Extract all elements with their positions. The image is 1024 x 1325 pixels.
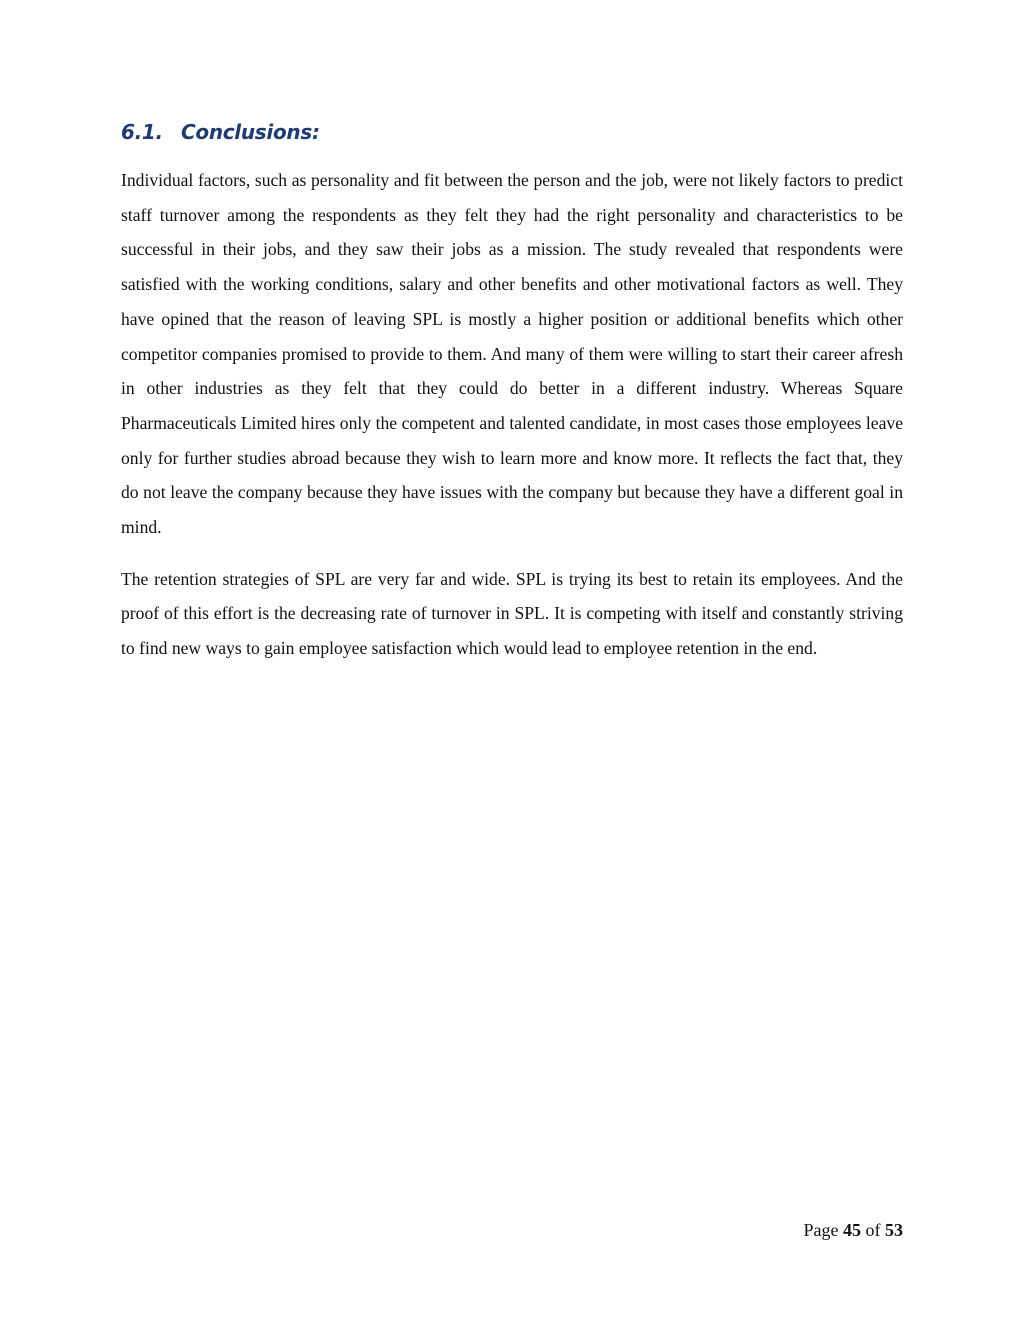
page-label: Page	[803, 1220, 839, 1240]
paragraph: The retention strategies of SPL are very far and wide. SPL is trying its best to retain its employees. And the proof of this effort is the decreasing rate of turnover in SPL. It is competing with itself and constantly striving to find new ways to gain employee satisfaction which would lead to employee retention in the end.	[121, 568, 903, 659]
of-label: of	[865, 1220, 881, 1240]
current-page-number: 45	[843, 1220, 861, 1240]
section-title: Conclusions:	[181, 120, 320, 144]
section-heading	[121, 120, 320, 144]
page-footer	[804, 1220, 904, 1241]
section-number: 6.1.	[121, 120, 163, 144]
paragraph: Individual factors, such as personality and fit between the person and the job, were not likely factors to predict staff turnover among the respondents as they felt they had the right personality and characteristics to be successful in their jobs, and they saw their jobs as a mission. The study revealed that respondents were satisfied with the working conditions, salary and other benefits and other motivational factors as well. They have opined that the reason of leaving SPL is mostly a higher position or additional benefits which other competitor companies promised to provide to them. And many of them were willing to start their career afresh in other industries as they felt that they could do better in a different industry. Whereas Square Pharmaceuticals Limited hires only the competent and talented candidate, in most cases those employees leave only for further studies abroad because they wish to learn more and know more. It reflects the fact that, they do not leave the company because they have issues with the company but because they have a different goal in mind.	[121, 170, 903, 538]
body-text	[121, 163, 903, 666]
total-pages-number: 53	[885, 1220, 903, 1240]
